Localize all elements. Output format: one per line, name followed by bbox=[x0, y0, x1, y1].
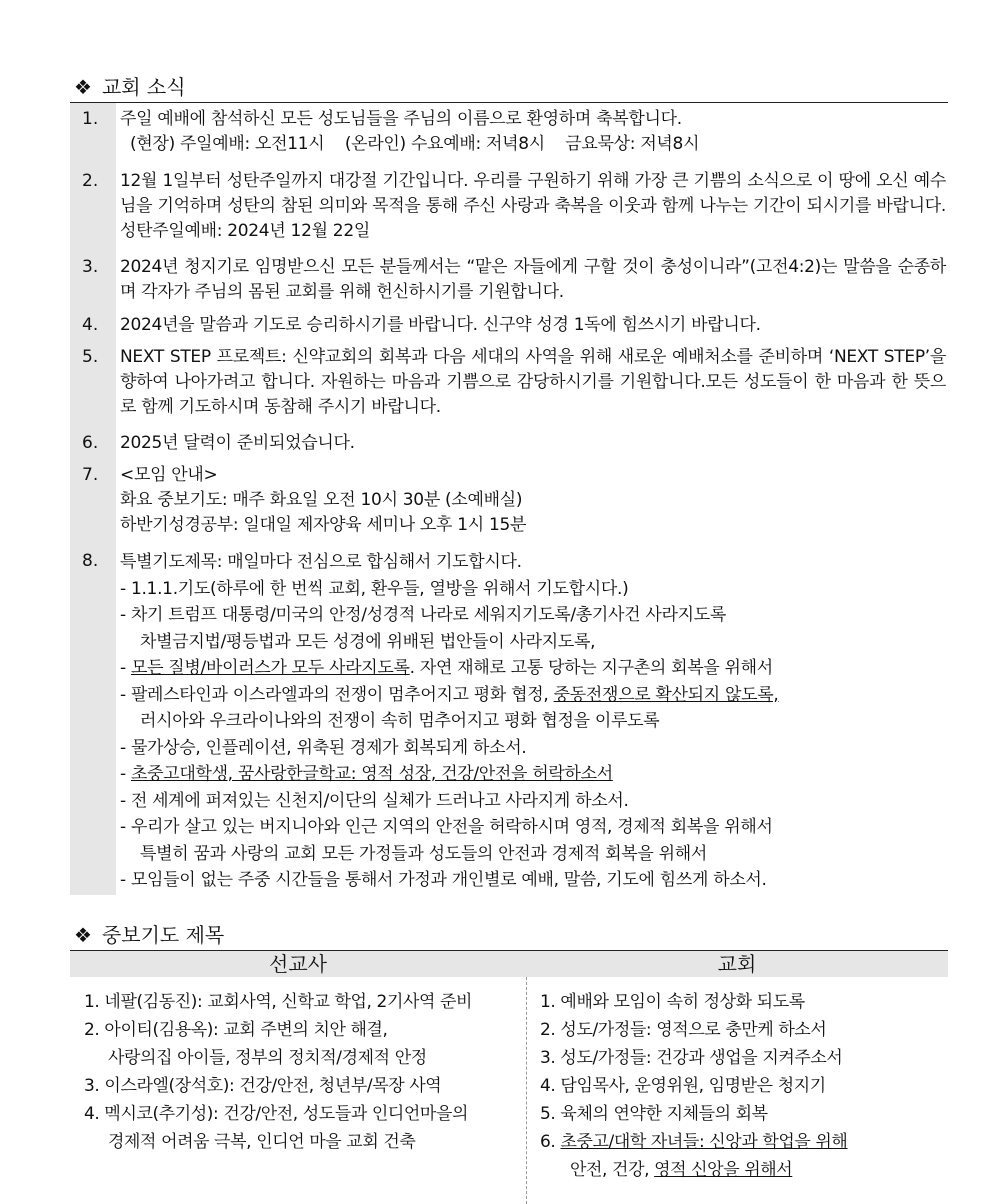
prayer-point-cont: 특별히 꿈과 사랑의 교회 모든 가정들과 성도들의 안전과 경제적 회복을 위해서 bbox=[140, 843, 707, 864]
underlined-text: 중동전쟁으로 확산되지 않도록, bbox=[553, 684, 779, 705]
underlined-text: 영적 신앙을 위해서 bbox=[654, 1160, 793, 1180]
prayer-point-cont: 차별금지법/평등법과 모든 성경에 위배된 법안들이 사라지도록, bbox=[140, 631, 596, 652]
intercession-title: 중보기도 제목 bbox=[101, 923, 225, 947]
church-header: 교회 bbox=[717, 952, 757, 976]
list-item: 4. 담임목사, 운영위원, 임명받은 청지기 bbox=[540, 1076, 826, 1096]
church-news-heading bbox=[74, 74, 186, 100]
item-number: 6. bbox=[82, 433, 99, 453]
prayer-point bbox=[120, 761, 946, 788]
list-item: 4. 멕시코(추기성): 건강/안전, 성도들과 인디언마을의 bbox=[84, 1104, 468, 1124]
prayer-point: - 1.1.1.기도(하루에 한 번씩 교회, 환우들, 열방을 위해서 기도합시다.) bbox=[120, 578, 629, 599]
prayer-text: - 팔레스타인과 이스라엘과의 전쟁이 멈추어지고 평화 협정, bbox=[120, 684, 554, 705]
list-item bbox=[540, 1128, 847, 1156]
diamond-bullet-icon: ❖ bbox=[74, 75, 92, 99]
list-item: 3. 성도/가정들: 건강과 생업을 지켜주소서 bbox=[540, 1048, 843, 1068]
prayer-point bbox=[120, 682, 946, 709]
underlined-text: 초중고/대학 자녀들: 신앙과 학업을 위해 bbox=[560, 1132, 848, 1152]
underlined-text: 모든 질병/바이러스가 모두 사라지도록 bbox=[130, 658, 410, 678]
intercession-heading bbox=[74, 922, 224, 948]
list-item: 2. 성도/가정들: 영적으로 충만케 하소서 bbox=[540, 1020, 827, 1040]
item-number: 2. bbox=[82, 171, 99, 191]
prayer-point: - 전 세계에 퍼져있는 신천지/이단의 실체가 드러나고 사라지게 하소서. bbox=[120, 790, 629, 811]
prayer-point-cont: 러시아와 우크라이나와의 전쟁이 속히 멈추어지고 평화 협정을 이루도록 bbox=[140, 711, 660, 731]
list-item-cont bbox=[540, 1156, 847, 1184]
column-divider bbox=[526, 977, 527, 1204]
item-number: 7. bbox=[82, 465, 99, 485]
list-item: 3. 이스라엘(장석호): 건강/안전, 청년부/목장 사역 bbox=[84, 1076, 442, 1096]
prayer-text: . 자연 재해로 고통 당하는 지구촌의 회복을 위해서 bbox=[409, 658, 773, 678]
news-text: 2024년 청지기로 임명받으신 모든 분들께서는 “맡은 자들에게 구할 것이 충성이니라”(고전4:2)는 말씀을 순종하며 각자가 주님의 몸된 교회를 위해 헌신하시기를 기원합니다. bbox=[120, 257, 946, 302]
list-text: 안전, 건강, bbox=[570, 1160, 655, 1180]
prayer-point: - 모임들이 없는 주중 시간들을 통해서 가정과 개인별로 예배, 말씀, 기도에 힘쓰게 하소서. bbox=[120, 870, 767, 890]
intercession-table-header bbox=[70, 950, 948, 977]
news-text: 12월 1일부터 성탄주일까지 대강절 기간입니다. 우리를 구원하기 위해 가장 큰 기쁨의 소식으로 이 땅에 오신 예수님을 기억하며 성탄의 참된 의미와 목적을 통해 주신 사랑과 축복을 이웃과 함께 나누는 기간이 되시기를 바랍니다. 성탄주일예배: 2024년 12월 22일 bbox=[120, 171, 946, 241]
church-news-section bbox=[70, 102, 948, 895]
meeting-heading: <모임 안내> bbox=[120, 465, 218, 485]
church-news-title: 교회 소식 bbox=[101, 75, 186, 99]
prayer-point: - 차기 트럼프 대통령/미국의 안정/성경적 나라로 세워지기도록/총기사건 사라지도록 bbox=[120, 605, 726, 625]
list-item-cont: 경제적 어려움 극복, 인디언 마을 교회 건축 bbox=[108, 1132, 416, 1152]
service-times: (현장) 주일예배: 오전11시 (온라인) 수요예배: 저녁8시 금요묵상: 저녁8시 bbox=[130, 134, 700, 154]
item-number: 1. bbox=[82, 109, 99, 129]
list-item: 2. 아이티(김용옥): 교회 주변의 치안 해결, bbox=[84, 1020, 388, 1040]
missionary-list bbox=[84, 988, 472, 1156]
prayer-point: - 물가상승, 인플레이션, 위축된 경제가 회복되게 하소서. bbox=[120, 737, 527, 758]
item-number: 8. bbox=[82, 551, 99, 571]
list-item: 1. 네팔(김동진): 교회사역, 신학교 학업, 2기사역 준비 bbox=[84, 992, 473, 1012]
news-text: 주일 예배에 참석하신 모든 성도님들을 주님의 이름으로 환영하며 축복합니다. bbox=[120, 109, 682, 129]
prayer-intro: 특별기도제목: 매일마다 전심으로 합심해서 기도합시다. bbox=[120, 552, 522, 572]
prayer-point bbox=[120, 655, 946, 682]
meeting-line: 하반기성경공부: 일대일 제자양육 세미나 오후 1시 15분 bbox=[120, 515, 527, 535]
item-number: 4. bbox=[82, 315, 99, 335]
dash: - bbox=[120, 764, 131, 784]
meeting-line: 화요 중보기도: 매주 화요일 오전 10시 30분 (소예배실) bbox=[120, 490, 523, 510]
underlined-text: 초중고대학생, 꿈사랑한글학교: 영적 성장, 건강/안전을 허락하소서 bbox=[130, 764, 613, 784]
list-item: 5. 육체의 연약한 지체들의 회복 bbox=[540, 1104, 768, 1124]
dash: - bbox=[120, 658, 131, 678]
item-number: 6. bbox=[540, 1132, 561, 1152]
number-column bbox=[70, 103, 116, 895]
diamond-bullet-icon: ❖ bbox=[74, 923, 92, 947]
missionary-header: 선교사 bbox=[269, 952, 327, 976]
church-list bbox=[540, 988, 847, 1184]
prayer-point: - 우리가 살고 있는 버지니아와 인근 지역의 안전을 허락하시며 영적, 경제적 회복을 위해서 bbox=[120, 817, 773, 837]
list-item: 1. 예배와 모임이 속히 정상화 되도록 bbox=[540, 992, 805, 1012]
news-text: 2025년 달력이 준비되었습니다. bbox=[120, 433, 355, 453]
item-number: 5. bbox=[82, 347, 99, 367]
list-item-cont: 사랑의집 아이들, 정부의 정치적/경제적 안정 bbox=[108, 1048, 427, 1068]
news-text: 2024년을 말씀과 기도로 승리하시기를 바랍니다. 신구약 성경 1독에 힘쓰시기 바랍니다. bbox=[120, 315, 761, 335]
news-text: NEXT STEP 프로젝트: 신약교회의 회복과 다음 세대의 사역을 위해 새로운 예배처소를 준비하며 ‘NEXT STEP’을 향하여 나아가려고 합니다. 자원하는 마음과 기쁨으로 감당하시기를 기원합니다.모든 성도들이 한 마음과 한 뜻으로 함께 기도하시며 동참해 주시기 바랍니다. bbox=[120, 347, 946, 417]
item-number: 3. bbox=[82, 257, 99, 277]
